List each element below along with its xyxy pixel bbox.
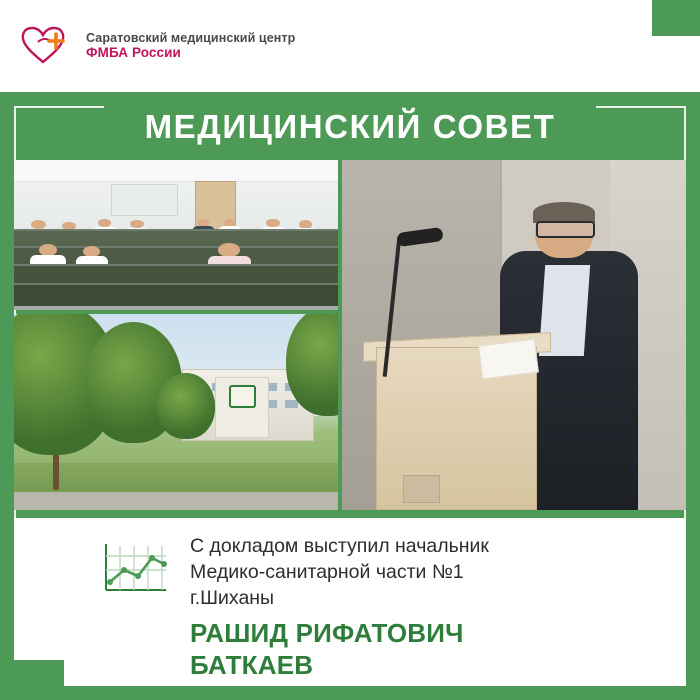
title-banner bbox=[104, 106, 596, 148]
hall-seat-row bbox=[14, 264, 338, 284]
org-name-line1: Саратовский медицинский центр bbox=[86, 31, 296, 46]
photo-speaker-at-podium bbox=[342, 160, 686, 510]
hospital-building-image bbox=[14, 314, 338, 510]
speaker-name-line-2: БАТКАЕВ bbox=[190, 649, 314, 680]
caption-block bbox=[14, 518, 686, 686]
speaker-papers bbox=[478, 339, 539, 379]
photo-conference-hall bbox=[14, 160, 338, 310]
speaker-glasses bbox=[536, 221, 595, 237]
caption-line-3: г.Шиханы bbox=[190, 586, 275, 609]
podium-vent bbox=[403, 475, 440, 503]
caption-description bbox=[190, 534, 660, 612]
org-name-block bbox=[86, 31, 295, 61]
building-emblem bbox=[229, 385, 256, 409]
speaker-image bbox=[342, 160, 686, 510]
photo-hospital-building bbox=[14, 314, 338, 510]
header-bar bbox=[0, 0, 700, 92]
caption-line-1: С докладом выступил начальник bbox=[190, 535, 489, 557]
page-title: МЕДИЦИНСКИЙ СОВЕТ bbox=[144, 108, 556, 145]
speaker-hair bbox=[533, 202, 595, 223]
hall-screen bbox=[111, 184, 178, 216]
line-chart-icon bbox=[96, 540, 172, 596]
org-name-line2: ФМБА России bbox=[86, 45, 181, 61]
speaker-name-line-1: РАШИД РИФАТОВИЧ bbox=[190, 618, 464, 648]
speaker-name bbox=[190, 618, 660, 681]
caption-line-2: Медико-санитарной части №1 bbox=[190, 560, 464, 583]
heart-cross-logo-icon bbox=[18, 18, 74, 74]
tree bbox=[157, 373, 215, 440]
hall-ceiling bbox=[14, 160, 338, 182]
corner-accent-top-right bbox=[652, 0, 700, 36]
conference-hall-image bbox=[14, 160, 338, 310]
road bbox=[14, 492, 338, 510]
corner-accent-bottom-left bbox=[0, 660, 64, 700]
hall-seat-row bbox=[14, 283, 338, 306]
